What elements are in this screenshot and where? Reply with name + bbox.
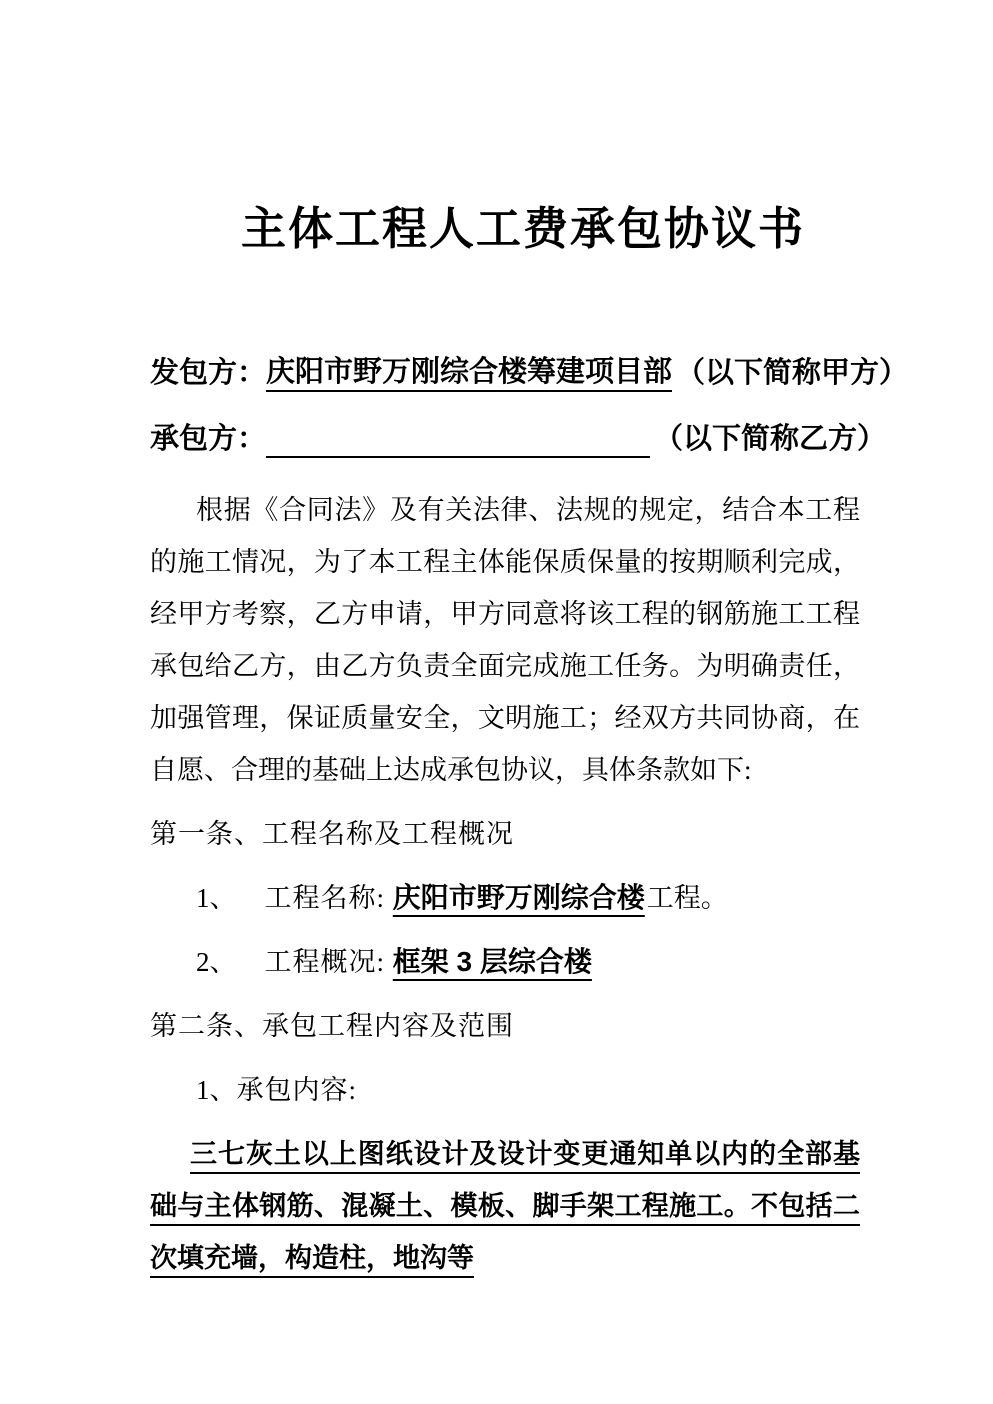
article1-item2-number: 2、 <box>196 947 237 978</box>
article1-item1-label: 工程名称: <box>264 883 393 914</box>
article2-heading: 第二条、承包工程内容及范围 <box>150 1011 514 1042</box>
employer-label: 发包方： <box>150 357 267 390</box>
article1-item2 <box>150 936 860 988</box>
contractor-line <box>150 420 887 458</box>
employer-alias: （以下简称甲方） <box>676 357 909 390</box>
project-name-value: 庆阳市野万刚综合楼 <box>392 882 645 914</box>
contractor-name-field[interactable] <box>266 456 650 458</box>
article1-item1-suffix: 工程。 <box>646 883 728 914</box>
article2-item1 <box>150 1064 860 1116</box>
contractor-label: 承包方： <box>150 423 267 456</box>
article1-item1 <box>150 872 860 924</box>
contract-scope-paragraph: 三七灰土以上图纸设计及设计变更通知单以内的全部基础与主体钢筋、混凝土、模板、脚手架工程施工。不包括二次填充墙，构造柱，地沟等 <box>150 1139 860 1274</box>
article1-item2-label: 工程概况: <box>264 947 393 978</box>
article2-item1-label: 承包内容: <box>236 1075 358 1106</box>
article1-item1-number: 1、 <box>196 883 237 914</box>
article2-item1-number: 1、 <box>196 1075 237 1106</box>
contractor-alias: （以下简称乙方） <box>654 423 887 456</box>
preamble-paragraph: 根据《合同法》及有关法律、法规的规定，结合本工程的施工情况，为了本工程主体能保质保量的按期顺利完成，经甲方考察，乙方申请，甲方同意将该工程的钢筋施工工程承包给乙方，由乙方负责全面完成施工任务。为明确责任，加强管理，保证质量安全，文明施工；经双方共同协商，在自愿、合理的基础上达成承包协议，具体条款如下: <box>150 495 860 786</box>
document-title: 主体工程人工费承包协议书 <box>240 203 805 255</box>
project-overview-value: 框架 3 层综合楼 <box>392 946 592 978</box>
employer-line <box>150 354 909 392</box>
article1-heading: 第一条、工程名称及工程概况 <box>150 819 514 850</box>
employer-name-field: 庆阳市野万刚综合楼筹建项目部 <box>266 354 672 392</box>
